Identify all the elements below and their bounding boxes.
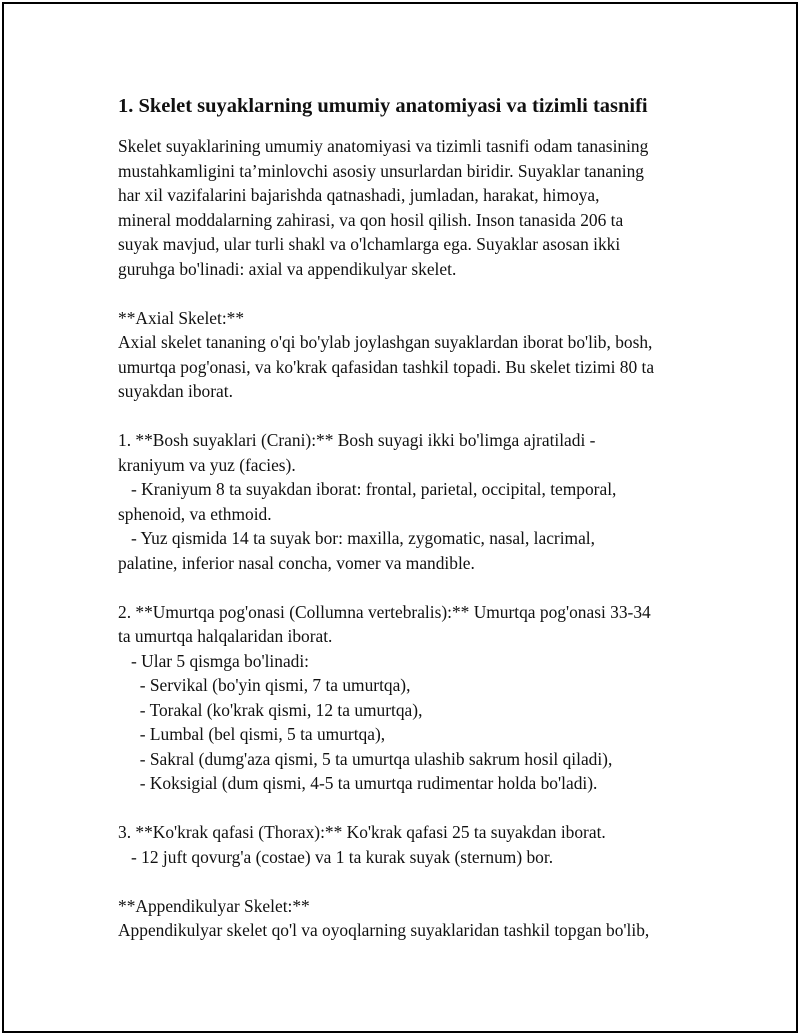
text-line: suyakdan iborat.	[118, 381, 233, 401]
text-line: mineral moddalarning zahirasi, va qon hosil qilish. Inson tanasida 206 ta	[118, 209, 624, 230]
text-line: - Ular 5 qismga bo'linadi:	[118, 650, 310, 671]
text-line: guruhga bo'linadi: axial va appendikulyar skelet.	[118, 258, 457, 279]
text-line: 2. **Umurtqa pog'onasi (Collumna vertebralis):** Umurtqa pog'onasi 33-34	[118, 601, 651, 622]
text-line: mustahkamligini ta’minlovchi asosiy unsurlardan biridir. Suyaklar tananing	[118, 160, 644, 181]
blank-line	[118, 869, 698, 894]
text-line: suyak mavjud, ular turli shakl va o'lchamlarga ega. Suyaklar asosan ikki	[118, 234, 621, 254]
text-line: 1. **Bosh suyaklari (Crani):** Bosh suyagi ikki bo'limga ajratiladi -	[118, 430, 596, 450]
text-line: **Appendikulyar Skelet:**	[118, 895, 310, 916]
text-line: kraniyum va yuz (facies).	[118, 454, 296, 475]
text-line: 3. **Ko'krak qafasi (Thorax):** Ko'krak qafasi 25 ta suyakdan iborat.	[118, 822, 606, 842]
document-title: 1. Skelet suyaklarning umumiy anatomiyasi va tizimli tasnifi	[118, 95, 648, 117]
text-line: Appendikulyar skelet qo'l va oyoqlarning suyaklaridan tashkil topgan bo'lib,	[118, 920, 650, 940]
text-line: - Servikal (bo'yin qismi, 7 ta umurtqa),	[118, 675, 411, 695]
blank-line	[118, 404, 698, 429]
text-line: sphenoid, va ethmoid.	[118, 503, 272, 524]
blank-line	[118, 575, 698, 600]
text-line: - Lumbal (bel qismi, 5 ta umurtqa),	[118, 724, 386, 744]
text-line: - Sakral (dumg'aza qismi, 5 ta umurtqa ulashib sakrum hosil qiladi),	[118, 748, 613, 769]
text-line: umurtqa pog'onasi, va ko'krak qafasidan tashkil topadi. Bu skelet tizimi 80 ta	[118, 356, 655, 377]
text-line: - Kraniyum 8 ta suyakdan iborat: frontal, parietal, occipital, temporal,	[118, 479, 617, 499]
text-line: - Koksigial (dum qismi, 4-5 ta umurtqa rudimentar holda bo'ladi).	[118, 773, 598, 793]
document-text	[118, 134, 698, 943]
text-line: **Axial Skelet:**	[118, 307, 245, 328]
text-line: palatine, inferior nasal concha, vomer va mandible.	[118, 552, 475, 573]
document-body	[118, 92, 698, 943]
text-line: Skelet suyaklarining umumiy anatomiyasi va tizimli tasnifi odam tanasining	[118, 136, 649, 156]
blank-line	[118, 796, 698, 821]
text-line: - 12 juft qovurg'a (costae) va 1 ta kurak suyak (sternum) bor.	[118, 846, 554, 867]
text-line: har xil vazifalarini bajarishda qatnashadi, jumladan, harakat, himoya,	[118, 185, 600, 205]
blank-line	[118, 281, 698, 306]
text-line: Axial skelet tananing o'qi bo'ylab joylashgan suyaklardan iborat bo'lib, bosh,	[118, 332, 653, 352]
text-line: ta umurtqa halqalaridan iborat.	[118, 626, 333, 646]
text-line: - Torakal (ko'krak qismi, 12 ta umurtqa),	[118, 699, 423, 720]
text-line: - Yuz qismida 14 ta suyak bor: maxilla, zygomatic, nasal, lacrimal,	[118, 528, 595, 548]
